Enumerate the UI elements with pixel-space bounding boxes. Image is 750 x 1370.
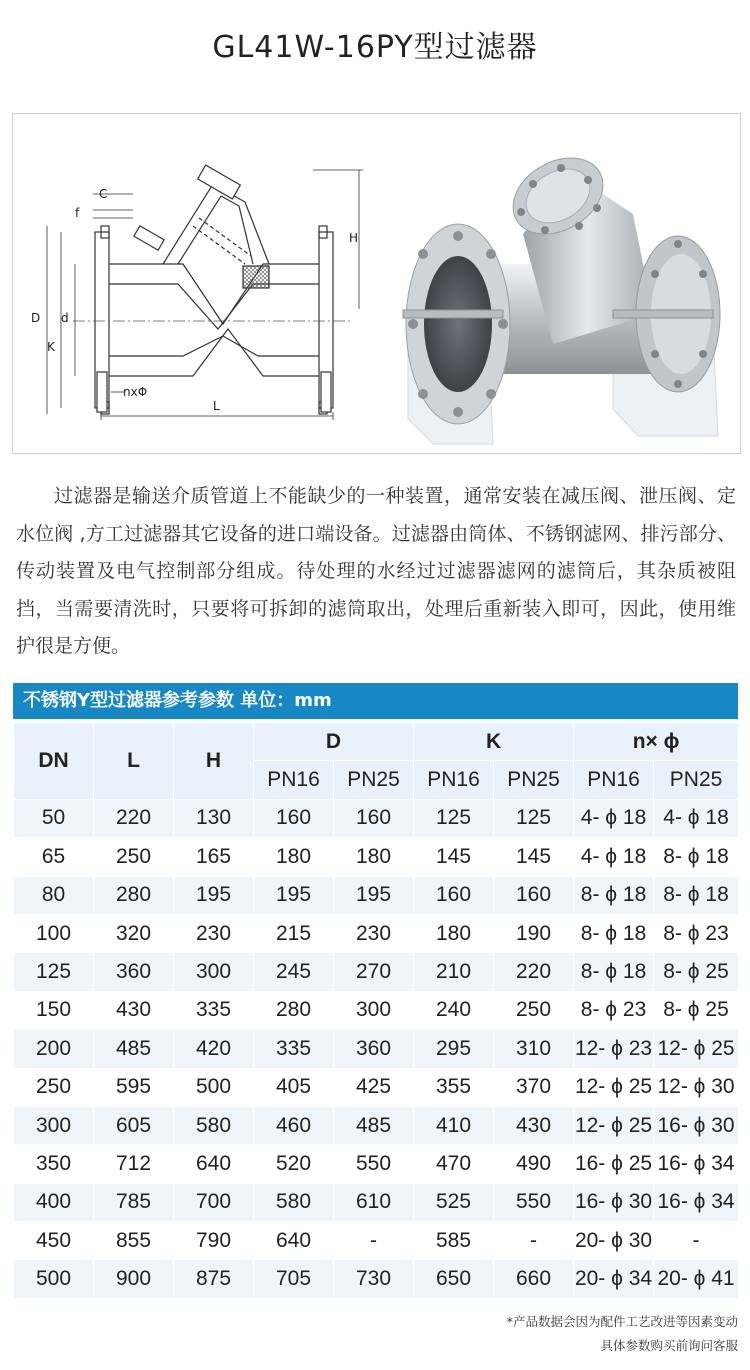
table-row — [14, 953, 739, 991]
table-cell: 500 — [14, 1260, 94, 1298]
table-cell: 8- ϕ 18 — [574, 914, 654, 952]
table-cell: 700 — [174, 1183, 254, 1221]
table-cell: 320 — [94, 914, 174, 952]
table-cell: 280 — [254, 991, 334, 1029]
table-cell: 785 — [94, 1183, 174, 1221]
table-cell: 160 — [414, 876, 494, 914]
table-cell: 195 — [254, 876, 334, 914]
strainer-product-photo — [403, 143, 720, 444]
subheader-n-pn25: PN25 — [654, 761, 739, 799]
table-cell: 200 — [14, 1030, 94, 1068]
table-cell: 65 — [14, 838, 94, 876]
table-cell: 220 — [94, 799, 174, 837]
table-cell: 400 — [14, 1183, 94, 1221]
dim-label-f: f — [75, 206, 80, 220]
table-cell: 650 — [414, 1260, 494, 1298]
table-cell: 230 — [334, 914, 414, 952]
table-cell: 300 — [174, 953, 254, 991]
table-cell: 730 — [334, 1260, 414, 1298]
table-row — [14, 1222, 739, 1260]
table-cell: 4- ϕ 18 — [574, 799, 654, 837]
table-cell: 280 — [94, 876, 174, 914]
table-cell: 350 — [14, 1145, 94, 1183]
table-cell: 8- ϕ 23 — [574, 991, 654, 1029]
table-cell: 520 — [254, 1145, 334, 1183]
table-cell: 610 — [334, 1183, 414, 1221]
table-cell: 250 — [94, 838, 174, 876]
table-cell: 8- ϕ 18 — [574, 953, 654, 991]
table-row — [14, 838, 739, 876]
table-cell: 550 — [334, 1145, 414, 1183]
table-cell: 550 — [494, 1183, 574, 1221]
table-cell: 335 — [174, 991, 254, 1029]
table-cell: 20- ϕ 34 — [574, 1260, 654, 1298]
table-cell: 165 — [174, 838, 254, 876]
table-cell: 16- ϕ 30 — [574, 1183, 654, 1221]
table-cell: 310 — [494, 1030, 574, 1068]
table-cell: 180 — [414, 914, 494, 952]
table-cell: 405 — [254, 1068, 334, 1106]
table-cell: 420 — [174, 1030, 254, 1068]
page-title: GL41W-16PY型过滤器 — [212, 30, 538, 65]
dim-label-d-inner: d — [61, 311, 69, 325]
table-cell: 145 — [414, 838, 494, 876]
table-cell: 240 — [414, 991, 494, 1029]
table-cell: 180 — [254, 838, 334, 876]
table-cell: 12- ϕ 25 — [574, 1068, 654, 1106]
table-cell: 16- ϕ 34 — [654, 1183, 739, 1221]
table-cell: 195 — [174, 876, 254, 914]
table-cell: 485 — [334, 1106, 414, 1144]
table-cell: 125 — [494, 799, 574, 837]
table-cell: 125 — [414, 799, 494, 837]
subheader-d-pn16: PN16 — [254, 761, 334, 799]
table-cell: 220 — [494, 953, 574, 991]
dim-label-c: C — [99, 187, 108, 201]
dim-label-bolts: nxΦ — [123, 385, 148, 399]
strainer-section-drawing — [95, 165, 333, 414]
table-cell: 470 — [414, 1145, 494, 1183]
header-k: K — [414, 723, 574, 761]
table-cell: 355 — [414, 1068, 494, 1106]
table-cell: 450 — [14, 1222, 94, 1260]
table-cell: 300 — [334, 991, 414, 1029]
header-dn: DN — [14, 723, 94, 800]
table-cell: 125 — [14, 953, 94, 991]
table-cell: 12- ϕ 25 — [654, 1030, 739, 1068]
table-cell: 580 — [174, 1106, 254, 1144]
subheader-k-pn25: PN25 — [494, 761, 574, 799]
table-cell: 20- ϕ 41 — [654, 1260, 739, 1298]
table-cell: 360 — [94, 953, 174, 991]
table-header-row — [14, 723, 739, 761]
table-cell: - — [494, 1222, 574, 1260]
table-cell: 790 — [174, 1222, 254, 1260]
table-title-bar: 不锈钢Y型过滤器参考参数 单位：mm — [13, 683, 738, 719]
table-cell: 855 — [94, 1222, 174, 1260]
table-cell: 130 — [174, 799, 254, 837]
dimension-labels — [31, 187, 358, 413]
table-cell: 160 — [334, 799, 414, 837]
parameters-table — [13, 722, 739, 1299]
table-cell: 20- ϕ 30 — [574, 1222, 654, 1260]
table-cell: 215 — [254, 914, 334, 952]
header-h: H — [174, 723, 254, 800]
table-cell: 430 — [94, 991, 174, 1029]
table-cell: 490 — [494, 1145, 574, 1183]
table-cell: 8- ϕ 18 — [654, 876, 739, 914]
subheader-d-pn25: PN25 — [334, 761, 414, 799]
table-cell: 640 — [254, 1222, 334, 1260]
table-cell: 8- ϕ 25 — [654, 953, 739, 991]
table-cell: 500 — [174, 1068, 254, 1106]
subheader-k-pn16: PN16 — [414, 761, 494, 799]
table-cell: 595 — [94, 1068, 174, 1106]
table-cell: 16- ϕ 25 — [574, 1145, 654, 1183]
table-cell: 8- ϕ 18 — [654, 838, 739, 876]
technical-drawing — [13, 114, 740, 453]
table-cell: 900 — [94, 1260, 174, 1298]
dim-label-l: L — [213, 399, 220, 413]
table-cell: 250 — [14, 1068, 94, 1106]
table-cell: 295 — [414, 1030, 494, 1068]
table-row — [14, 1145, 739, 1183]
table-cell: 230 — [174, 914, 254, 952]
table-row — [14, 1260, 739, 1298]
table-cell: 585 — [414, 1222, 494, 1260]
table-cell: 195 — [334, 876, 414, 914]
dim-label-k: K — [47, 340, 55, 354]
table-cell: 8- ϕ 25 — [654, 991, 739, 1029]
table-row — [14, 1030, 739, 1068]
table-cell: 180 — [334, 838, 414, 876]
table-cell: 370 — [494, 1068, 574, 1106]
table-cell: 190 — [494, 914, 574, 952]
header-bolts: n× ϕ — [574, 723, 739, 761]
product-figure — [12, 113, 741, 454]
table-row — [14, 1183, 739, 1221]
header-d: D — [254, 723, 414, 761]
table-cell: 270 — [334, 953, 414, 991]
table-cell: 4- ϕ 18 — [654, 799, 739, 837]
table-cell: 580 — [254, 1183, 334, 1221]
table-cell: 335 — [254, 1030, 334, 1068]
table-cell: 160 — [254, 799, 334, 837]
header-l: L — [94, 723, 174, 800]
dim-label-d-outer: D — [31, 311, 41, 325]
table-cell: 50 — [14, 799, 94, 837]
table-cell: 4- ϕ 18 — [574, 838, 654, 876]
table-cell: 12- ϕ 30 — [654, 1068, 739, 1106]
table-cell: 8- ϕ 23 — [654, 914, 739, 952]
table-cell: 525 — [414, 1183, 494, 1221]
table-cell: 875 — [174, 1260, 254, 1298]
footnote-data-change: *产品数据会因为配件工艺改进等因素变动 — [506, 1314, 738, 1329]
table-cell: 425 — [334, 1068, 414, 1106]
table-cell: 245 — [254, 953, 334, 991]
table-cell: 8- ϕ 18 — [574, 876, 654, 914]
table-cell: 210 — [414, 953, 494, 991]
table-row — [14, 1068, 739, 1106]
table-row — [14, 1106, 739, 1144]
table-cell: 705 — [254, 1260, 334, 1298]
table-cell: 160 — [494, 876, 574, 914]
table-cell: 640 — [174, 1145, 254, 1183]
table-cell: 80 — [14, 876, 94, 914]
table-cell: - — [654, 1222, 739, 1260]
table-cell: 12- ϕ 25 — [574, 1106, 654, 1144]
table-row — [14, 876, 739, 914]
table-cell: - — [334, 1222, 414, 1260]
table-cell: 605 — [94, 1106, 174, 1144]
table-row — [14, 991, 739, 1029]
table-cell: 430 — [494, 1106, 574, 1144]
dim-label-h: H — [349, 231, 359, 245]
table-cell: 660 — [494, 1260, 574, 1298]
table-cell: 16- ϕ 34 — [654, 1145, 739, 1183]
table-cell: 145 — [494, 838, 574, 876]
table-cell: 485 — [94, 1030, 174, 1068]
table-cell: 100 — [14, 914, 94, 952]
table-cell: 16- ϕ 30 — [654, 1106, 739, 1144]
table-cell: 300 — [14, 1106, 94, 1144]
table-cell: 360 — [334, 1030, 414, 1068]
table-cell: 410 — [414, 1106, 494, 1144]
table-cell: 12- ϕ 23 — [574, 1030, 654, 1068]
table-cell: 460 — [254, 1106, 334, 1144]
subheader-n-pn16: PN16 — [574, 761, 654, 799]
table-row — [14, 914, 739, 952]
table-cell: 250 — [494, 991, 574, 1029]
table-row — [14, 799, 739, 837]
footnote-ask-service: 具体参数购买前询问客服 — [600, 1338, 738, 1353]
table-cell: 150 — [14, 991, 94, 1029]
product-description: 过滤器是输送介质管道上不能缺少的一种装置，通常安装在减压阀、泄压阀、定水位阀 ,方工过滤器其它设备的进口端设备。过滤器由筒体、不锈钢滤网、排污部分、传动装置及电气控制部分组成。待处理的水经过过滤器滤网的滤筒后，其杂质被阻挡，当需要清洗时，只要将可拆卸的滤筒取出，处理后重新装入即可，因此，使用维护很是方便。 — [16, 485, 736, 657]
table-cell: 712 — [94, 1145, 174, 1183]
